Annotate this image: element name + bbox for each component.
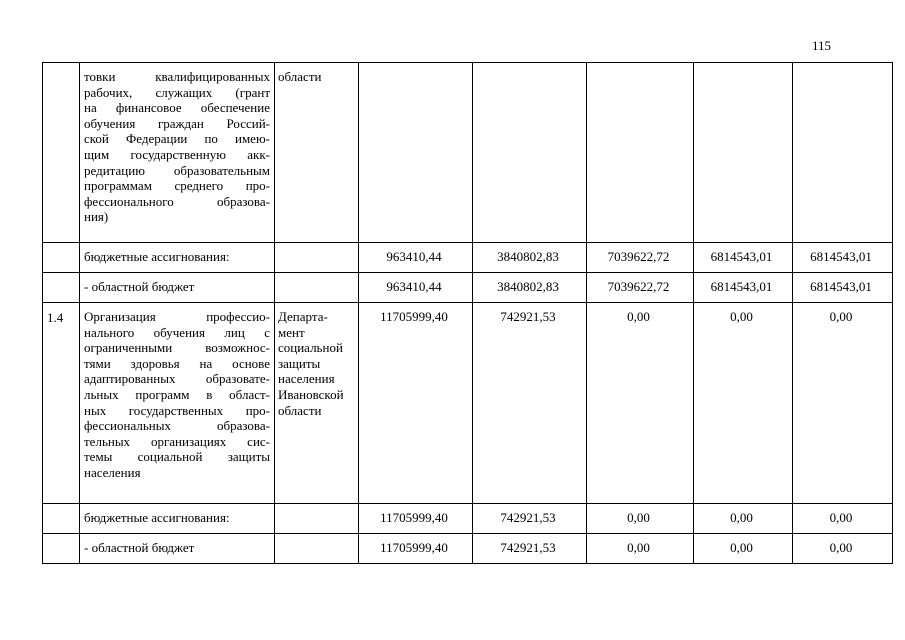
table-row <box>43 63 893 243</box>
table-row <box>43 303 893 504</box>
description-line: фессиональных образова- <box>84 418 270 434</box>
value-cell: 0,00 <box>587 303 694 504</box>
description-line: ных государственных про- <box>84 402 270 418</box>
description-line: ния) <box>84 209 109 225</box>
description-line: тями здоровья на основе <box>84 355 270 371</box>
description-line: тельных организациях сис- <box>84 433 270 449</box>
value-cell: 0,00 <box>587 504 694 534</box>
row-label: бюджетные ассигнования: <box>80 243 275 273</box>
value-cell: 3840802,83 <box>473 273 587 303</box>
description-line: обучения граждан Россий- <box>84 115 270 131</box>
value-cell: 0,00 <box>587 534 694 564</box>
value-cell: 6814543,01 <box>694 273 793 303</box>
value-cell <box>694 63 793 243</box>
executor-cell <box>275 243 359 273</box>
value-cell: 742921,53 <box>473 534 587 564</box>
number-cell <box>43 63 80 243</box>
item-number: 1.4 <box>43 303 80 504</box>
description-line: программам среднего про- <box>84 178 270 194</box>
description-line: населения <box>84 464 141 480</box>
executor-line: мент <box>278 324 305 340</box>
description-line: рабочих, служащих (грант <box>84 84 270 100</box>
number-cell <box>43 504 80 534</box>
value-cell: 0,00 <box>694 504 793 534</box>
value-cell: 0,00 <box>793 534 893 564</box>
value-cell <box>359 63 473 243</box>
executor-cell <box>275 534 359 564</box>
executor-line: области <box>278 402 322 418</box>
number-cell <box>43 273 80 303</box>
page-number: 115 <box>812 38 832 53</box>
executor-line: населения <box>278 371 335 387</box>
value-cell: 11705999,40 <box>359 534 473 564</box>
value-cell: 0,00 <box>793 504 893 534</box>
executor-cell: области <box>275 63 359 243</box>
description-line: товки квалифицированных <box>84 69 270 84</box>
value-cell <box>793 63 893 243</box>
executor-cell <box>275 303 359 504</box>
description-line: нального обучения лиц с <box>84 324 270 340</box>
description-line: льных программ в област- <box>84 386 270 402</box>
number-cell <box>43 534 80 564</box>
description-line: адаптированных образовате- <box>84 371 270 387</box>
value-cell: 6814543,01 <box>694 243 793 273</box>
value-cell: 742921,53 <box>473 504 587 534</box>
description-cell <box>80 63 275 243</box>
description-cell <box>80 303 275 504</box>
value-cell: 0,00 <box>793 303 893 504</box>
executor-line: Департа- <box>278 309 328 324</box>
value-cell: 963410,44 <box>359 243 473 273</box>
description-line: редитацию образовательным <box>84 162 270 178</box>
table-row <box>43 534 893 564</box>
table-row <box>43 273 893 303</box>
value-cell: 742921,53 <box>473 303 587 504</box>
value-cell: 3840802,83 <box>473 243 587 273</box>
row-label: бюджетные ассигнования: <box>80 504 275 534</box>
description-line: на финансовое обеспечение <box>84 100 270 116</box>
executor-line: защиты <box>278 355 321 371</box>
value-cell: 6814543,01 <box>793 273 893 303</box>
value-cell: 0,00 <box>694 303 793 504</box>
description-line: фессионального образова- <box>84 193 270 209</box>
description-line: ограниченными возможнос- <box>84 340 270 356</box>
executor-cell <box>275 504 359 534</box>
description-line: Организация профессио- <box>84 309 270 324</box>
value-cell: 7039622,72 <box>587 273 694 303</box>
value-cell: 7039622,72 <box>587 243 694 273</box>
executor-line: Ивановской <box>278 386 344 402</box>
executor-cell <box>275 273 359 303</box>
description-line: щим государственную акк- <box>84 146 270 162</box>
value-cell <box>473 63 587 243</box>
value-cell: 11705999,40 <box>359 303 473 504</box>
row-label: - областной бюджет <box>80 534 275 564</box>
number-cell <box>43 243 80 273</box>
budget-table <box>42 62 893 564</box>
value-cell: 963410,44 <box>359 273 473 303</box>
executor-line: социальной <box>278 340 343 356</box>
value-cell: 6814543,01 <box>793 243 893 273</box>
table-row <box>43 504 893 534</box>
row-label: - областной бюджет <box>80 273 275 303</box>
value-cell: 11705999,40 <box>359 504 473 534</box>
value-cell: 0,00 <box>694 534 793 564</box>
value-cell <box>587 63 694 243</box>
description-line: темы социальной защиты <box>84 449 270 465</box>
table-row <box>43 243 893 273</box>
description-line: ской Федерации по имею- <box>84 131 270 147</box>
